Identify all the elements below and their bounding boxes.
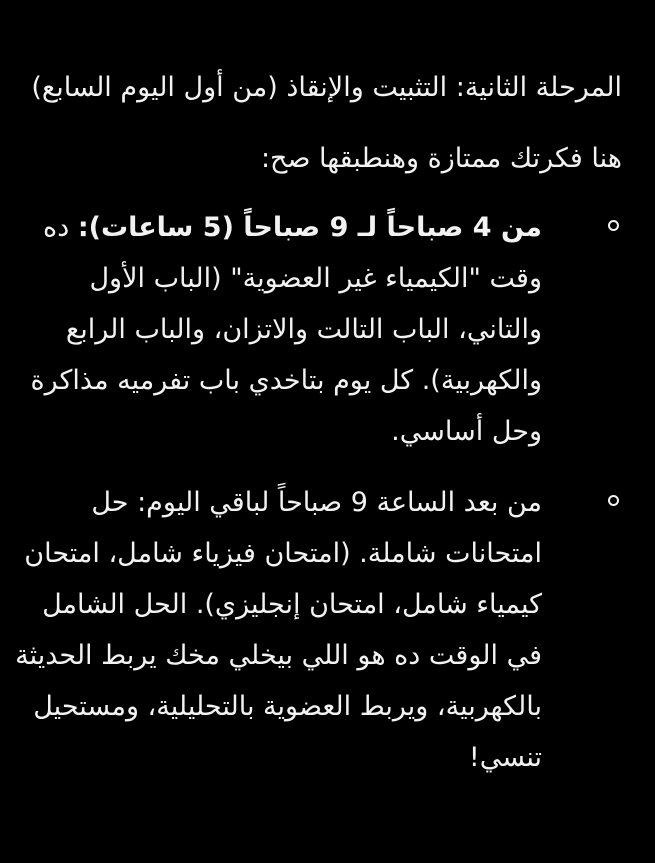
bullet-list [12,202,622,783]
section-heading: المرحلة الثانية: التثبيت والإنقاذ (من أول اليوم السابع) [31,72,622,103]
bullet-lead: من بعد الساعة 9 صباحاً لباقي اليوم: [137,487,542,518]
hollow-circle-bullet-icon [608,495,619,506]
bullet-text: ده وقت "الكيمياء غير العضوية" (الباب الأول والتاني، الباب التالت والاتزان، والباب الرابع والكهربية). كل يوم بتاخدي باب تفرميه مذاكرة وحل أساسي. [30,212,542,447]
list-item [12,477,622,783]
list-item [12,202,622,457]
bullet-lead: من 4 صباحاً لـ 9 صباحاً (5 ساعات): [77,212,542,243]
hollow-circle-bullet-icon [608,220,619,231]
intro-text: هنا فكرتك ممتازة وهنطبقها صح: [260,143,622,174]
bullet-text: حل امتحانات شاملة. (امتحان فيزياء شامل، امتحان كيمياء شامل، امتحان إنجليزي). الحل الشامل في الوقت ده هو اللي بيخلي مخك يربط الحديثة بالكهربية، ويربط العضوية بالتحليلية، ومستحيل تنسي! [15,487,542,773]
